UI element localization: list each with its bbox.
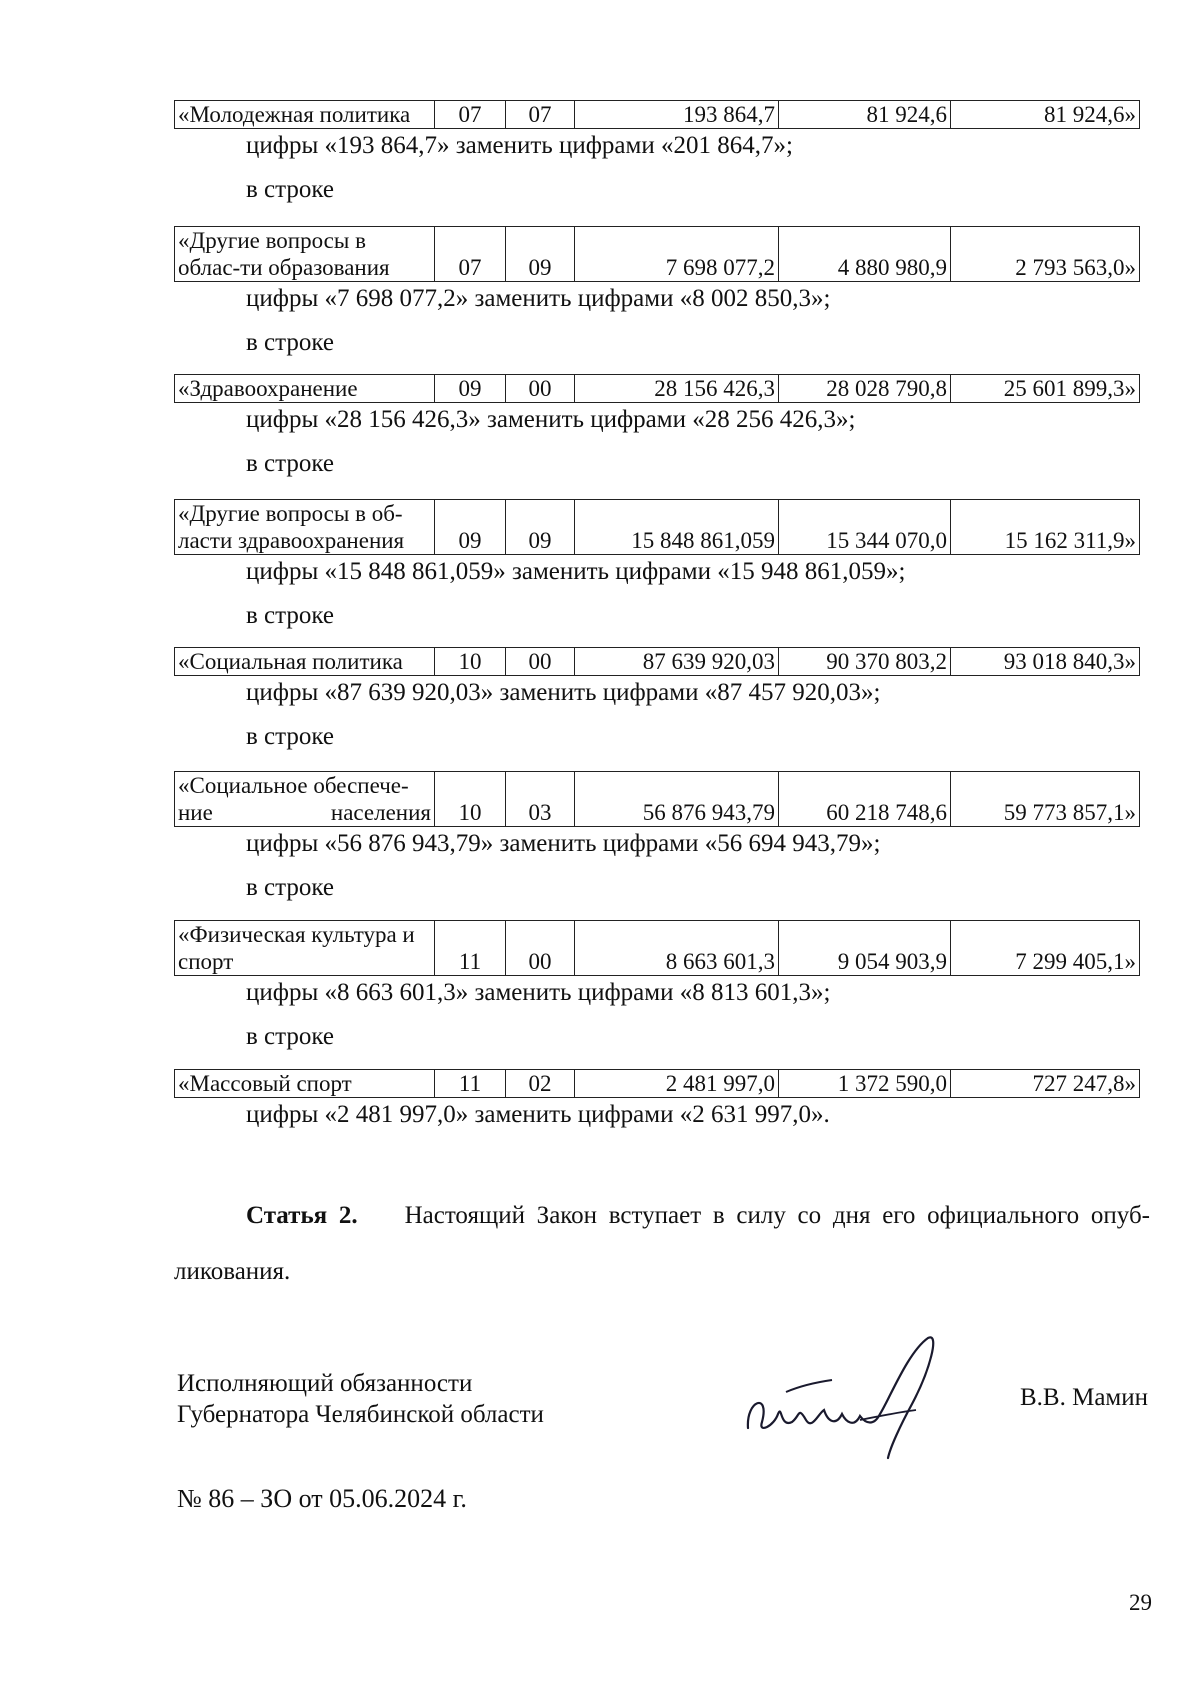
row-name: «Здравоохранение	[175, 375, 435, 403]
row-value-2: 60 218 748,6	[779, 772, 951, 827]
signatory-name: В.В. Мамин	[1019, 1384, 1148, 1411]
budget-row-table	[174, 1069, 1140, 1098]
budget-row-table	[174, 771, 1140, 827]
row-name: «Другие вопросы в об-ласти здравоохранения	[175, 500, 435, 555]
replacement-instruction: цифры «15 848 861,059» заменить цифрами «15 948 861,059»;	[246, 558, 906, 585]
amendment-block	[174, 374, 1144, 495]
page-number: 29	[1129, 1590, 1152, 1615]
row-section-code: 09	[435, 375, 506, 403]
row-subsection-code: 07	[506, 101, 575, 129]
budget-row-table	[174, 100, 1140, 129]
row-name: «Массовый спорт	[175, 1070, 435, 1098]
row-section-code: 09	[435, 500, 506, 555]
row-value-1: 15 848 861,059	[575, 500, 779, 555]
next-row-intro: в строке	[246, 329, 335, 356]
row-value-3: 2 793 563,0»	[951, 227, 1140, 282]
row-value-1: 28 156 426,3	[575, 375, 779, 403]
handwritten-signature	[740, 1330, 980, 1460]
row-subsection-code: 00	[506, 648, 575, 676]
row-subsection-code: 00	[506, 375, 575, 403]
article-text-continued: ликования.	[174, 1258, 291, 1285]
row-value-2: 28 028 790,8	[779, 375, 951, 403]
budget-row-table	[174, 226, 1140, 282]
row-section-code: 10	[435, 648, 506, 676]
row-value-3: 7 299 405,1»	[951, 921, 1140, 976]
row-value-2: 90 370 803,2	[779, 648, 951, 676]
row-section-code: 07	[435, 227, 506, 282]
row-value-2: 81 924,6	[779, 101, 951, 129]
row-subsection-code: 03	[506, 772, 575, 827]
replacement-instruction: цифры «193 864,7» заменить цифрами «201 864,7»;	[246, 132, 793, 159]
row-name: «Другие вопросы в облас-ти образования	[175, 227, 435, 282]
row-value-3: 727 247,8»	[951, 1070, 1140, 1098]
article-label: Статья 2.	[246, 1202, 358, 1229]
row-subsection-code: 09	[506, 227, 575, 282]
next-row-intro: в строке	[246, 1023, 335, 1050]
article-text: Настоящий Закон вступает в силу со дня его официального опуб-	[404, 1202, 1151, 1229]
replacement-instruction: цифры «56 876 943,79» заменить цифрами «56 694 943,79»;	[246, 830, 881, 857]
row-value-1: 8 663 601,3	[575, 921, 779, 976]
row-value-1: 7 698 077,2	[575, 227, 779, 282]
row-subsection-code: 09	[506, 500, 575, 555]
row-value-3: 15 162 311,9»	[951, 500, 1140, 555]
amendment-block	[174, 100, 1144, 221]
row-value-2: 9 054 903,9	[779, 921, 951, 976]
signatory-title	[177, 1368, 544, 1430]
row-subsection-code: 00	[506, 921, 575, 976]
amendment-block	[174, 771, 1144, 919]
amendment-block	[174, 647, 1144, 768]
next-row-intro: в строке	[246, 176, 335, 203]
next-row-intro: в строке	[246, 602, 335, 629]
row-value-3: 25 601 899,3»	[951, 375, 1140, 403]
replacement-instruction: цифры «8 663 601,3» заменить цифрами «8 813 601,3»;	[246, 979, 831, 1006]
document-number: № 86 – ЗО от 05.06.2024 г.	[177, 1484, 467, 1513]
next-row-intro: в строке	[246, 723, 335, 750]
replacement-instruction: цифры «7 698 077,2» заменить цифрами «8 002 850,3»;	[246, 285, 831, 312]
row-section-code: 11	[435, 1070, 506, 1098]
row-value-3: 81 924,6»	[951, 101, 1140, 129]
row-subsection-code: 02	[506, 1070, 575, 1098]
signatory-title-line-1: Исполняющий обязанности	[177, 1370, 473, 1397]
row-value-3: 59 773 857,1»	[951, 772, 1140, 827]
replacement-instruction: цифры «2 481 997,0» заменить цифрами «2 631 997,0».	[246, 1101, 830, 1128]
amendment-block	[174, 1069, 1144, 1130]
row-name: «Социальная политика	[175, 648, 435, 676]
row-value-2: 15 344 070,0	[779, 500, 951, 555]
row-section-code: 11	[435, 921, 506, 976]
replacement-instruction: цифры «87 639 920,03» заменить цифрами «87 457 920,03»;	[246, 679, 881, 706]
budget-row-table	[174, 647, 1140, 676]
row-value-3: 93 018 840,3»	[951, 648, 1140, 676]
signatory-title-line-2: Губернатора Челябинской области	[177, 1401, 544, 1428]
row-name: «Молодежная политика	[175, 101, 435, 129]
row-value-1: 56 876 943,79	[575, 772, 779, 827]
row-section-code: 10	[435, 772, 506, 827]
amendment-block	[174, 499, 1144, 647]
next-row-intro: в строке	[246, 874, 335, 901]
row-value-2: 1 372 590,0	[779, 1070, 951, 1098]
replacement-instruction: цифры «28 156 426,3» заменить цифрами «28 256 426,3»;	[246, 406, 856, 433]
row-name: «Физическая культура и спорт	[175, 921, 435, 976]
row-value-1: 193 864,7	[575, 101, 779, 129]
budget-row-table	[174, 374, 1140, 403]
row-value-1: 2 481 997,0	[575, 1070, 779, 1098]
amendment-block	[174, 226, 1144, 374]
article-2	[174, 1188, 1150, 1300]
row-name: «Социальное обеспече-ние населения	[175, 772, 435, 827]
row-value-1: 87 639 920,03	[575, 648, 779, 676]
amendment-block	[174, 920, 1144, 1068]
row-section-code: 07	[435, 101, 506, 129]
budget-row-table	[174, 499, 1140, 555]
budget-row-table	[174, 920, 1140, 976]
next-row-intro: в строке	[246, 450, 335, 477]
row-value-2: 4 880 980,9	[779, 227, 951, 282]
article-2-first-line	[174, 1188, 1150, 1244]
